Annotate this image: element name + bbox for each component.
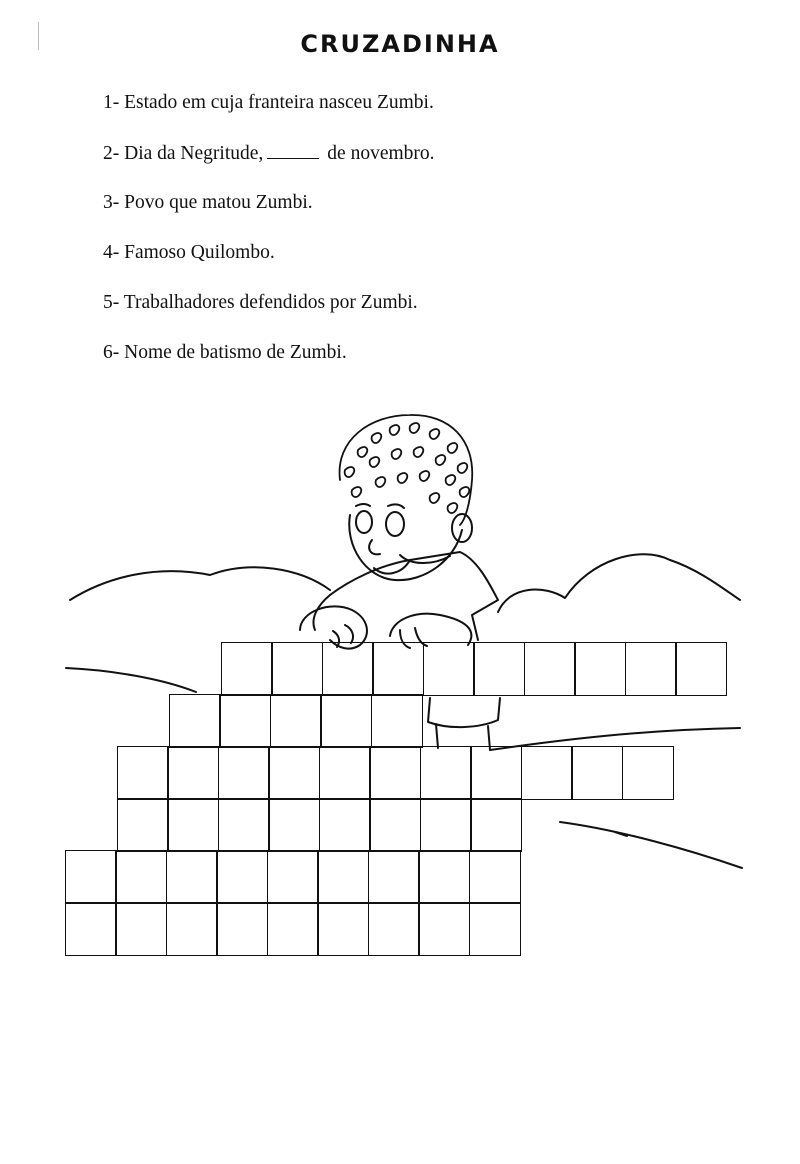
clue-text: Dia da Negritude, <box>124 143 264 164</box>
crossword-cell[interactable] <box>423 642 475 696</box>
boy-shirt-sleeve-left <box>313 595 330 630</box>
crossword-cell[interactable] <box>322 642 374 696</box>
clue-number: 4 - <box>103 242 124 263</box>
crossword-cell[interactable] <box>469 850 521 904</box>
clue-text: Nome de batismo de Zumbi. <box>124 342 347 363</box>
crossword-cell[interactable] <box>117 746 169 800</box>
crossword-cell[interactable] <box>166 902 218 956</box>
clue-text: Trabalhadores defendidos por Zumbi. <box>123 292 418 313</box>
crossword-cell[interactable] <box>470 746 522 800</box>
boy-ear <box>452 514 472 542</box>
hill-right <box>498 554 740 612</box>
clue-number: 5 - <box>103 292 124 313</box>
crossword-cell[interactable] <box>117 798 169 852</box>
crossword-cell[interactable] <box>271 642 323 696</box>
crossword-row-3 <box>118 747 674 800</box>
crossword-cell[interactable] <box>218 746 270 800</box>
clue-number: 2 - <box>103 143 124 164</box>
boy-eye-right <box>386 512 404 536</box>
crossword-cell[interactable] <box>369 798 421 852</box>
clue-number: 6 - <box>103 342 124 363</box>
boy-face <box>349 515 462 580</box>
crossword-cell[interactable] <box>470 798 522 852</box>
hill-left <box>70 567 330 600</box>
clue-text: Povo que matou Zumbi. <box>124 192 313 213</box>
page-title: CRUZADINHA <box>300 30 500 58</box>
crossword-row-6 <box>66 903 521 956</box>
clue-text-after: de novembro. <box>327 143 435 164</box>
crossword-cell[interactable] <box>169 694 221 748</box>
crossword-cell[interactable] <box>216 850 268 904</box>
crossword-cell[interactable] <box>368 850 420 904</box>
crossword-cell[interactable] <box>268 798 320 852</box>
ground-line-right-2 <box>560 822 742 868</box>
crossword-cell[interactable] <box>167 746 219 800</box>
crossword-cell[interactable] <box>469 902 521 956</box>
crossword-cell[interactable] <box>524 642 576 696</box>
crossword-cell[interactable] <box>418 902 470 956</box>
crossword-row-2 <box>170 695 423 748</box>
boy-shirt <box>330 552 498 640</box>
crossword-cell[interactable] <box>319 798 371 852</box>
crossword-cell[interactable] <box>622 746 674 800</box>
crossword-cell[interactable] <box>320 694 372 748</box>
clue-number: 3 - <box>103 192 124 213</box>
crossword-cell[interactable] <box>319 746 371 800</box>
crossword-cell[interactable] <box>270 694 322 748</box>
crossword-cell[interactable] <box>473 642 525 696</box>
crossword-cell[interactable] <box>521 746 573 800</box>
crossword-cell[interactable] <box>65 850 117 904</box>
crossword-cell[interactable] <box>372 642 424 696</box>
ground-line-left <box>66 668 196 692</box>
boy-hair <box>340 415 473 525</box>
crossword-cell[interactable] <box>115 850 167 904</box>
crossword-cell[interactable] <box>167 798 219 852</box>
crossword-cell[interactable] <box>267 902 319 956</box>
crossword-cell[interactable] <box>368 902 420 956</box>
boy-eyebrows <box>356 504 404 508</box>
crossword-cell[interactable] <box>418 850 470 904</box>
crossword-cell[interactable] <box>574 642 626 696</box>
crossword-cell[interactable] <box>371 694 423 748</box>
boy-leg-left <box>436 724 438 748</box>
crossword-cell[interactable] <box>268 746 320 800</box>
crossword-cell[interactable] <box>369 746 421 800</box>
crossword-cell[interactable] <box>221 642 273 696</box>
clue-number: 1 - <box>103 92 124 113</box>
crossword-cell[interactable] <box>267 850 319 904</box>
crossword-row-5 <box>66 851 521 904</box>
crossword-cell[interactable] <box>675 642 727 696</box>
clue-text: Famoso Quilombo. <box>124 242 275 263</box>
boy-nose <box>369 540 380 554</box>
crossword-cell[interactable] <box>625 642 677 696</box>
crossword-cell[interactable] <box>166 850 218 904</box>
crossword-row-1 <box>222 643 727 696</box>
crossword-cell[interactable] <box>218 798 270 852</box>
boy-mouth <box>374 560 410 574</box>
crossword-cell[interactable] <box>317 850 369 904</box>
boy-shorts <box>428 698 500 727</box>
crossword-cell[interactable] <box>317 902 369 956</box>
crossword-row-4 <box>118 799 522 852</box>
clue-text: Estado em cuja franteira nasceu Zumbi. <box>124 92 434 113</box>
crossword-cell[interactable] <box>571 746 623 800</box>
crossword-cell[interactable] <box>420 798 472 852</box>
crossword-cell[interactable] <box>65 902 117 956</box>
crossword-cell[interactable] <box>420 746 472 800</box>
boy-eye-left <box>356 511 372 533</box>
crossword-cell[interactable] <box>115 902 167 956</box>
crossword-cell[interactable] <box>219 694 271 748</box>
crossword-cell[interactable] <box>216 902 268 956</box>
